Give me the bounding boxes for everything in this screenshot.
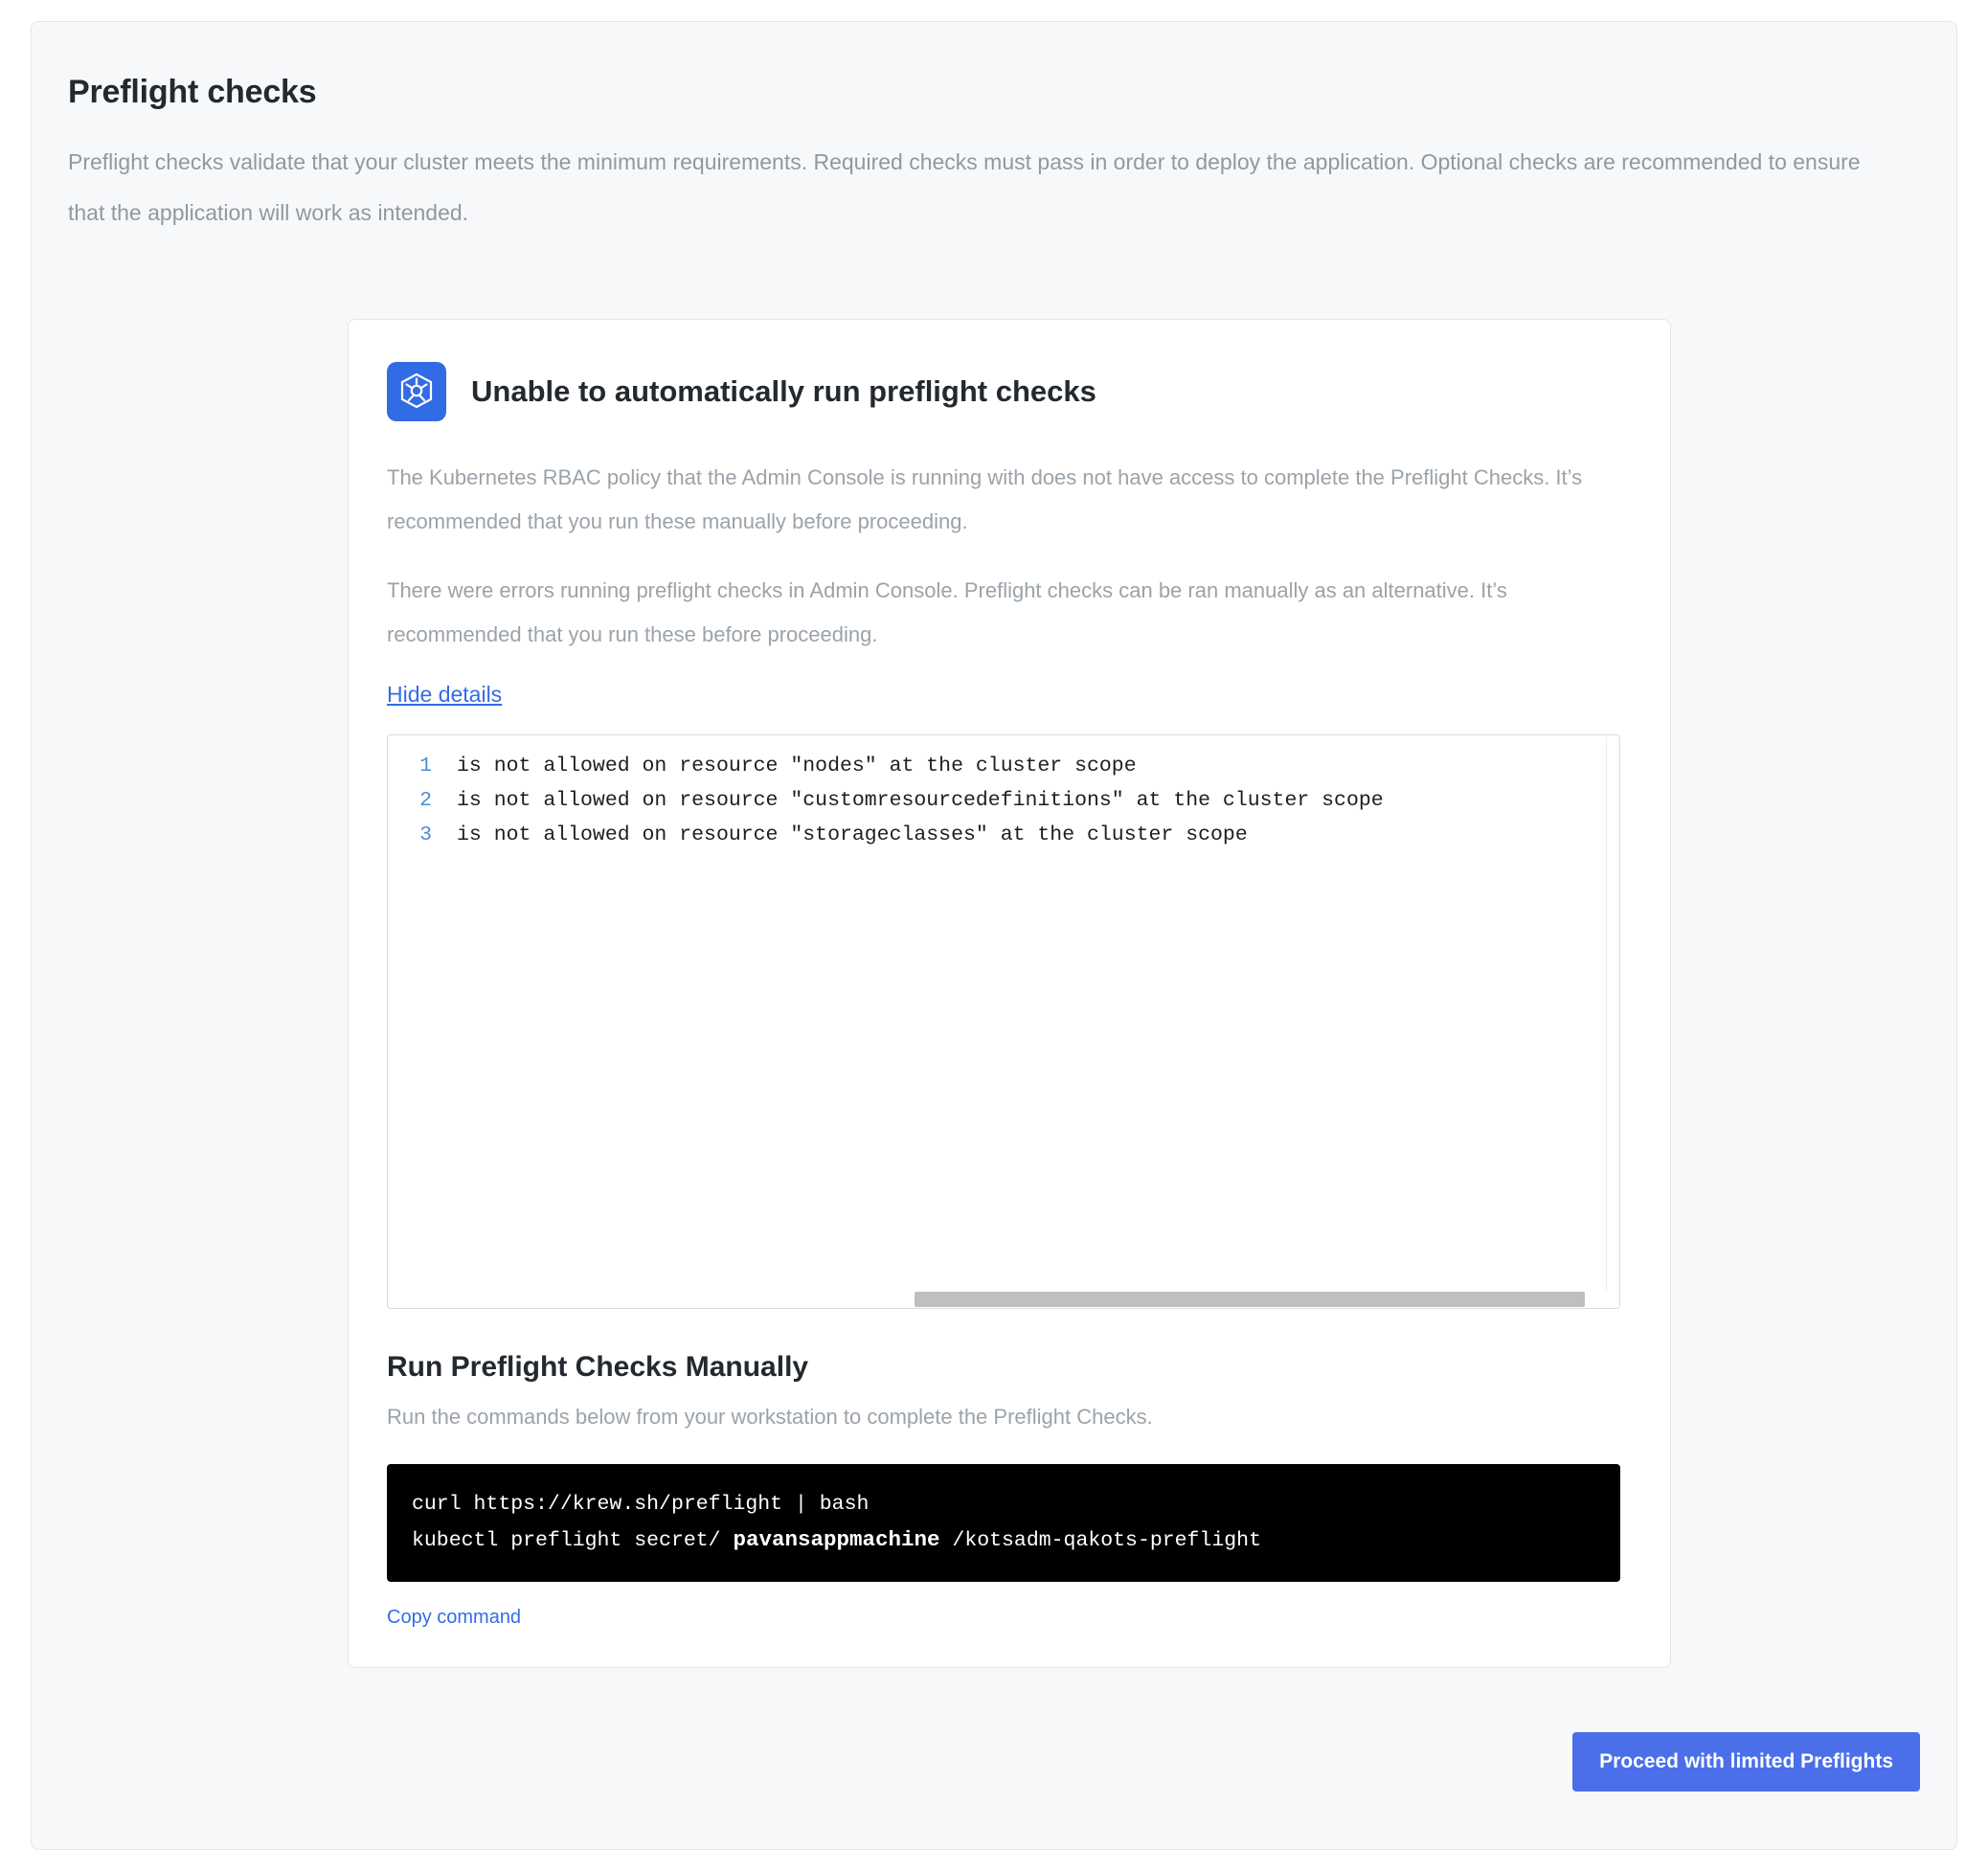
command-secret-name: pavansappmachine bbox=[733, 1527, 940, 1552]
proceed-with-limited-preflights-button[interactable]: Proceed with limited Preflights bbox=[1572, 1732, 1920, 1792]
line-text: is not allowed on resource "nodes" at the cluster scope bbox=[457, 755, 1137, 778]
card-paragraph-2: There were errors running preflight checks in Admin Console. Preflight checks can be ran manually as an alternative. It’s recommended that you run these before proceeding. bbox=[387, 578, 1507, 646]
command-suffix: /kotsadm-qakots-preflight bbox=[939, 1529, 1261, 1552]
line-text: is not allowed on resource "customresourcedefinitions" at the cluster scope bbox=[457, 789, 1384, 812]
card-header bbox=[387, 362, 1632, 421]
manual-section-title: Run Preflight Checks Manually bbox=[387, 1351, 809, 1383]
command-line-2 bbox=[412, 1522, 1595, 1559]
line-number: 3 bbox=[419, 823, 432, 846]
error-log-box[interactable] bbox=[387, 734, 1620, 1309]
page-description: Preflight checks validate that your cluster meets the minimum requirements. Required checks must pass in order to deploy the application. Optional checks are recommended to ensure that the application will work as intended. bbox=[68, 149, 1861, 225]
hide-details-link[interactable]: Hide details bbox=[387, 682, 503, 707]
line-number: 2 bbox=[419, 789, 432, 812]
log-line bbox=[388, 783, 1619, 818]
log-line bbox=[388, 818, 1619, 852]
vertical-scrollbar[interactable] bbox=[1606, 737, 1617, 1308]
card-title: Unable to automatically run preflight checks bbox=[471, 374, 1096, 408]
line-number: 1 bbox=[419, 755, 432, 778]
log-line bbox=[388, 749, 1619, 783]
preflight-checks-page bbox=[31, 21, 1957, 1850]
error-log-lines bbox=[388, 735, 1619, 852]
command-line-1: curl https://krew.sh/preflight | bash bbox=[412, 1493, 870, 1516]
command-prefix: kubectl preflight secret/ bbox=[412, 1529, 734, 1552]
page-title: Preflight checks bbox=[68, 74, 317, 110]
kubernetes-icon bbox=[387, 362, 446, 421]
command-block bbox=[387, 1464, 1620, 1582]
preflight-error-card bbox=[348, 319, 1671, 1668]
horizontal-scrollbar-thumb[interactable] bbox=[915, 1292, 1585, 1307]
copy-command-link[interactable]: Copy command bbox=[387, 1607, 522, 1628]
card-paragraph-1: The Kubernetes RBAC policy that the Admin Console is running with does not have access to complete the Preflight Checks. It’s recommended that you run these manually before proceeding. bbox=[387, 465, 1583, 533]
line-text: is not allowed on resource "storageclasses" at the cluster scope bbox=[457, 823, 1248, 846]
manual-section-description: Run the commands below from your workstation to complete the Preflight Checks. bbox=[387, 1405, 1153, 1429]
horizontal-scrollbar-track[interactable] bbox=[388, 1291, 1619, 1308]
